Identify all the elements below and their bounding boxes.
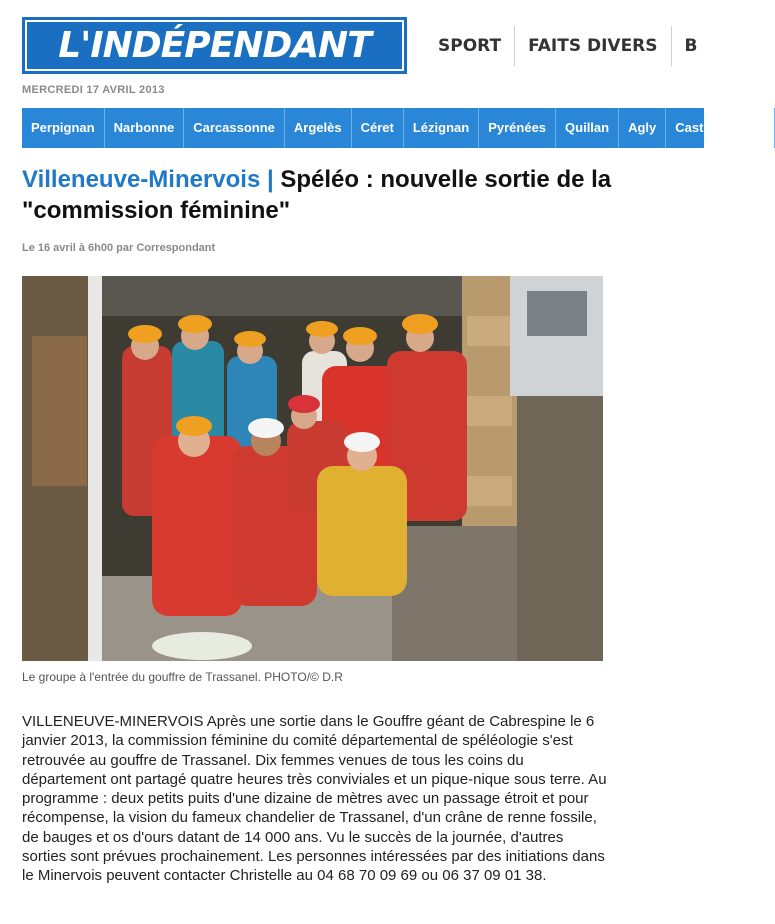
top-nav-truncated[interactable]: B [684, 36, 698, 56]
city-nav-item[interactable]: Pyrénées [479, 108, 556, 148]
city-nav-item[interactable]: Quillan [556, 108, 619, 148]
city-nav-item[interactable]: Narbonne [105, 108, 185, 148]
city-nav-item[interactable]: Agly [619, 108, 666, 148]
article-body: VILLENEUVE-MINERVOIS Après une sortie dans le Gouffre géant de Cabrespine le 6 janvier 2013, la commission féminine du comité départemental de spéléologie s'est retrouvée au gouffre de Trassanel. Dix femmes venues de tous les coins du département ont partagé quatre heures très conviviales et un pique-nique sous terre. Au programme : deux petits puits d'une dizaine de mètres avec un passage étroit et pour récompense, la vision du fameux chandelier de Trassanel, d'un crâne de renne fossile, de bauges et os d'ours datant de 14 000 ans. Vu le succès de la journée, d'autres sorties sont prévues prochainement. Les personnes intéressées par des initiations dans le Minervois peuvent contacter Christelle au 04 68 70 09 69 ou 06 37 09 01 38. [22, 713, 607, 885]
city-nav [22, 108, 765, 148]
city-nav-item[interactable]: Carcassonne [184, 108, 285, 148]
city-nav-item[interactable]: Castelnaudary [666, 108, 775, 148]
article-photo[interactable] [22, 276, 603, 661]
photo-caption: Le groupe à l'entrée du gouffre de Trassanel. PHOTO/© D.R [22, 670, 343, 684]
edition-date: MERCREDI 17 AVRIL 2013 [22, 84, 165, 96]
top-nav [425, 26, 698, 66]
photo-illustration [22, 276, 603, 661]
top-nav-sport[interactable]: SPORT [425, 26, 515, 66]
city-nav-item[interactable]: Perpignan [22, 108, 105, 148]
city-nav-item[interactable]: Lézignan [404, 108, 479, 148]
article-byline: Le 16 avril à 6h00 par Correspondant [22, 242, 216, 254]
city-nav-item[interactable]: Argelès [285, 108, 352, 148]
headline-title: Spéléo : nouvelle sortie de la "commission féminine" [22, 166, 612, 224]
headline-town[interactable]: Villeneuve-Minervois [22, 166, 261, 193]
top-nav-faits-divers[interactable]: FAITS DIVERS [515, 26, 671, 66]
city-nav-item[interactable]: Céret [352, 108, 404, 148]
headline-separator: | [266, 166, 274, 193]
site-logo-text: L'INDÉPENDANT [58, 25, 371, 66]
article-headline [22, 164, 702, 226]
site-logo[interactable] [22, 17, 407, 74]
